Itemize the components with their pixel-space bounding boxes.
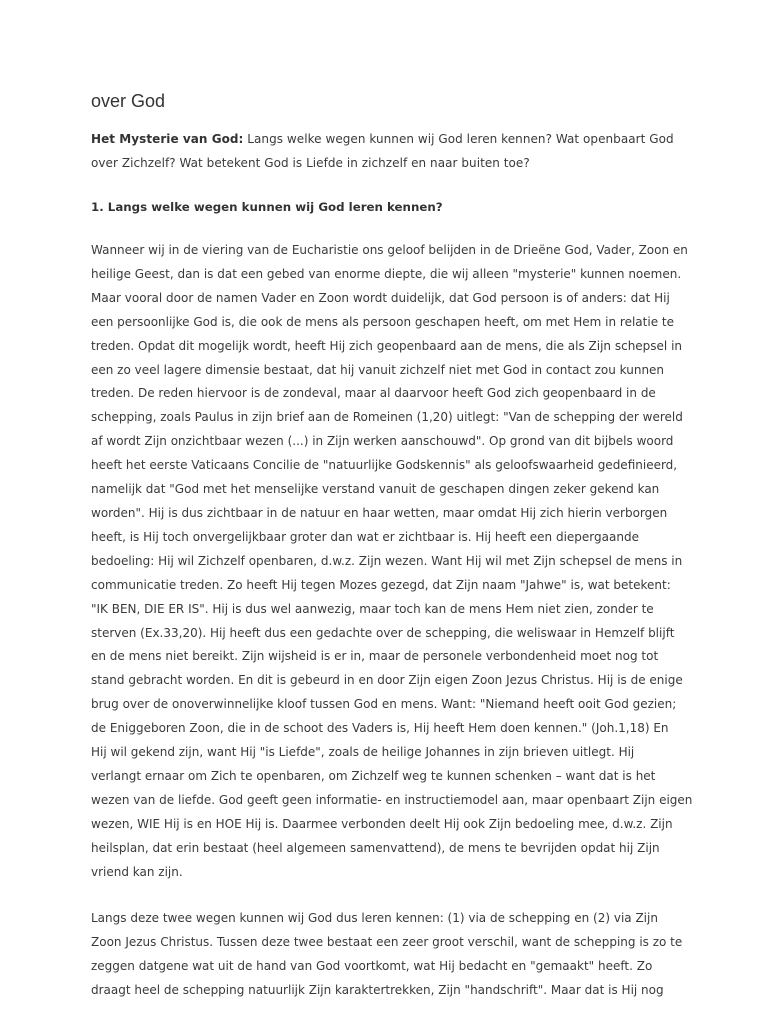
text-line: communicatie treden. Zo heeft Hij tegen Mozes gezegd, dat Zijn naam "Jahwe" is, wat betekent: — [91, 577, 671, 592]
text-line: sterven (Ex.33,20). Hij heeft dus een gedachte over de schepping, die weliswaar in Hemzelf blijft — [91, 625, 675, 640]
intro-line: over Zichzelf? Wat betekent God is Liefde in zichzelf en naar buiten toe? — [91, 156, 530, 170]
text-line: zeggen datgene wat uit de hand van God voortkomt, wat Hij bedacht en "gemaakt" heeft. Zo — [91, 959, 653, 974]
text-line: af wordt Zijn onzichtbaar wezen (...) in Zijn werken aanschouwd". Op grond van dit bijbels woord — [91, 434, 674, 449]
text-line: Zoon Jezus Christus. Tussen deze twee bestaat een zeer groot verschil, want de schepping is zo te — [91, 935, 683, 950]
text-line: verlangt ernaar om Zich te openbaren, om Zichzelf weg te kunnen schenken – want dat is het — [91, 768, 656, 783]
body-paragraph-1 — [91, 239, 693, 884]
text-line: bedoeling: Hij wil Zichzelf openbaren, d.w.z. Zijn wezen. Want Hij wil met Zijn schepsel de mens in — [91, 553, 683, 568]
text-line: de Eniggeboren Zoon, die in de schoot des Vaders is, Hij heeft Hem doen kennen." (Joh.1,18) En — [91, 721, 669, 736]
text-line: Hij wil gekend zijn, want Hij "is Liefde", zoals de heilige Johannes in zijn brieven uitlegt. Hij — [91, 745, 635, 760]
text-line: namelijk dat "God met het menselijke verstand vanuit de geschapen dingen zeker gekend kan — [91, 482, 660, 497]
text-line: "IK BEN, DIE ER IS". Hij is dus wel aanwezig, maar toch kan de mens Hem niet zien, zonder te — [91, 601, 654, 616]
text-line: treden. De reden hiervoor is de zondeval, maar al daarvoor heeft God zich geopenbaard in de — [91, 386, 656, 401]
text-line: heilsplan, dat erin bestaat (heel algemeen samenvattend), de mens te bevrijden opdat hij Zijn — [91, 840, 660, 855]
text-line: heilige Geest, dan is dat een gebed van enorme diepte, die wij alleen "mysterie" kunnen noemen. — [91, 266, 682, 281]
text-line: en de mens niet bereikt. Zijn wijsheid is er in, maar de personele verbondenheid moet nog tot — [91, 649, 659, 664]
text-line: Wanneer wij in de viering van de Eucharistie ons geloof belijden in de Drieëne God, Vader, Zoon en — [91, 243, 688, 257]
page-title: over God — [91, 91, 166, 111]
text-line: stand gebracht worden. En dit is gebeurd in en door Zijn eigen Zoon Jezus Christus. Hij is de enige — [91, 673, 683, 688]
text-line: heeft, is Hij toch onvergelijkbaar groter dan wat er zichtbaar is. Hij heeft een diepergaande — [91, 529, 639, 544]
text-line: wezen van de liefde. God geeft geen informatie- en instructiemodel aan, maar openbaart Zijn eigen — [91, 792, 693, 807]
text-line: brug over de onoverwinnelijke kloof tussen God en mens. Want: "Niemand heeft ooit God gezien; — [91, 697, 677, 712]
text-line: worden". Hij is dus zichtbaar in de natuur en haar wetten, maar omdat Hij zich hierin verborgen — [91, 505, 668, 520]
intro-line: Langs welke wegen kunnen wij God leren kennen? Wat openbaart God — [243, 132, 674, 146]
text-line: een zo veel lagere dimensie bestaat, dat hij vanuit zichzelf niet met God in contact zou kunnen — [91, 362, 665, 377]
text-line: vriend kan zijn. — [91, 864, 183, 879]
text-line: draagt heel de schepping natuurlijk Zijn karaktertrekken, Zijn "handschrift". Maar dat is Hij nog — [91, 983, 664, 998]
body-paragraph-2 — [91, 907, 683, 1003]
text-line: wezen, WIE Hij is en HOE Hij is. Daarmee verbonden deelt Hij ook Zijn bedoeling mee, d.w.z. Zijn — [91, 816, 673, 831]
section-heading: 1. Langs welke wegen kunnen wij God leren kennen? — [91, 200, 443, 214]
text-line: heeft het eerste Vaticaans Concilie de "natuurlijke Godskennis" als geloofswaarheid gedefinieerd, — [91, 458, 678, 473]
text-line: een persoonlijke God is, die ook de mens als persoon geschapen heeft, om met Hem in relatie te — [91, 314, 674, 329]
intro-lead: Het Mysterie van God: — [91, 132, 244, 146]
text-line: treden. Opdat dit mogelijk wordt, heeft Hij zich geopenbaard aan de mens, die als Zijn schepsel in — [91, 338, 683, 353]
text-line: Maar vooral door de namen Vader en Zoon wordt duidelijk, dat God persoon is of anders: dat Hij — [91, 290, 670, 305]
article — [91, 88, 693, 1026]
intro-paragraph — [91, 127, 679, 175]
text-line: schepping, zoals Paulus in zijn brief aan de Romeinen (1,20) uitlegt: "Van de schepping der wereld — [91, 410, 683, 425]
text-line: Langs deze twee wegen kunnen wij God dus leren kennen: (1) via de schepping en (2) via Zijn — [91, 911, 658, 926]
